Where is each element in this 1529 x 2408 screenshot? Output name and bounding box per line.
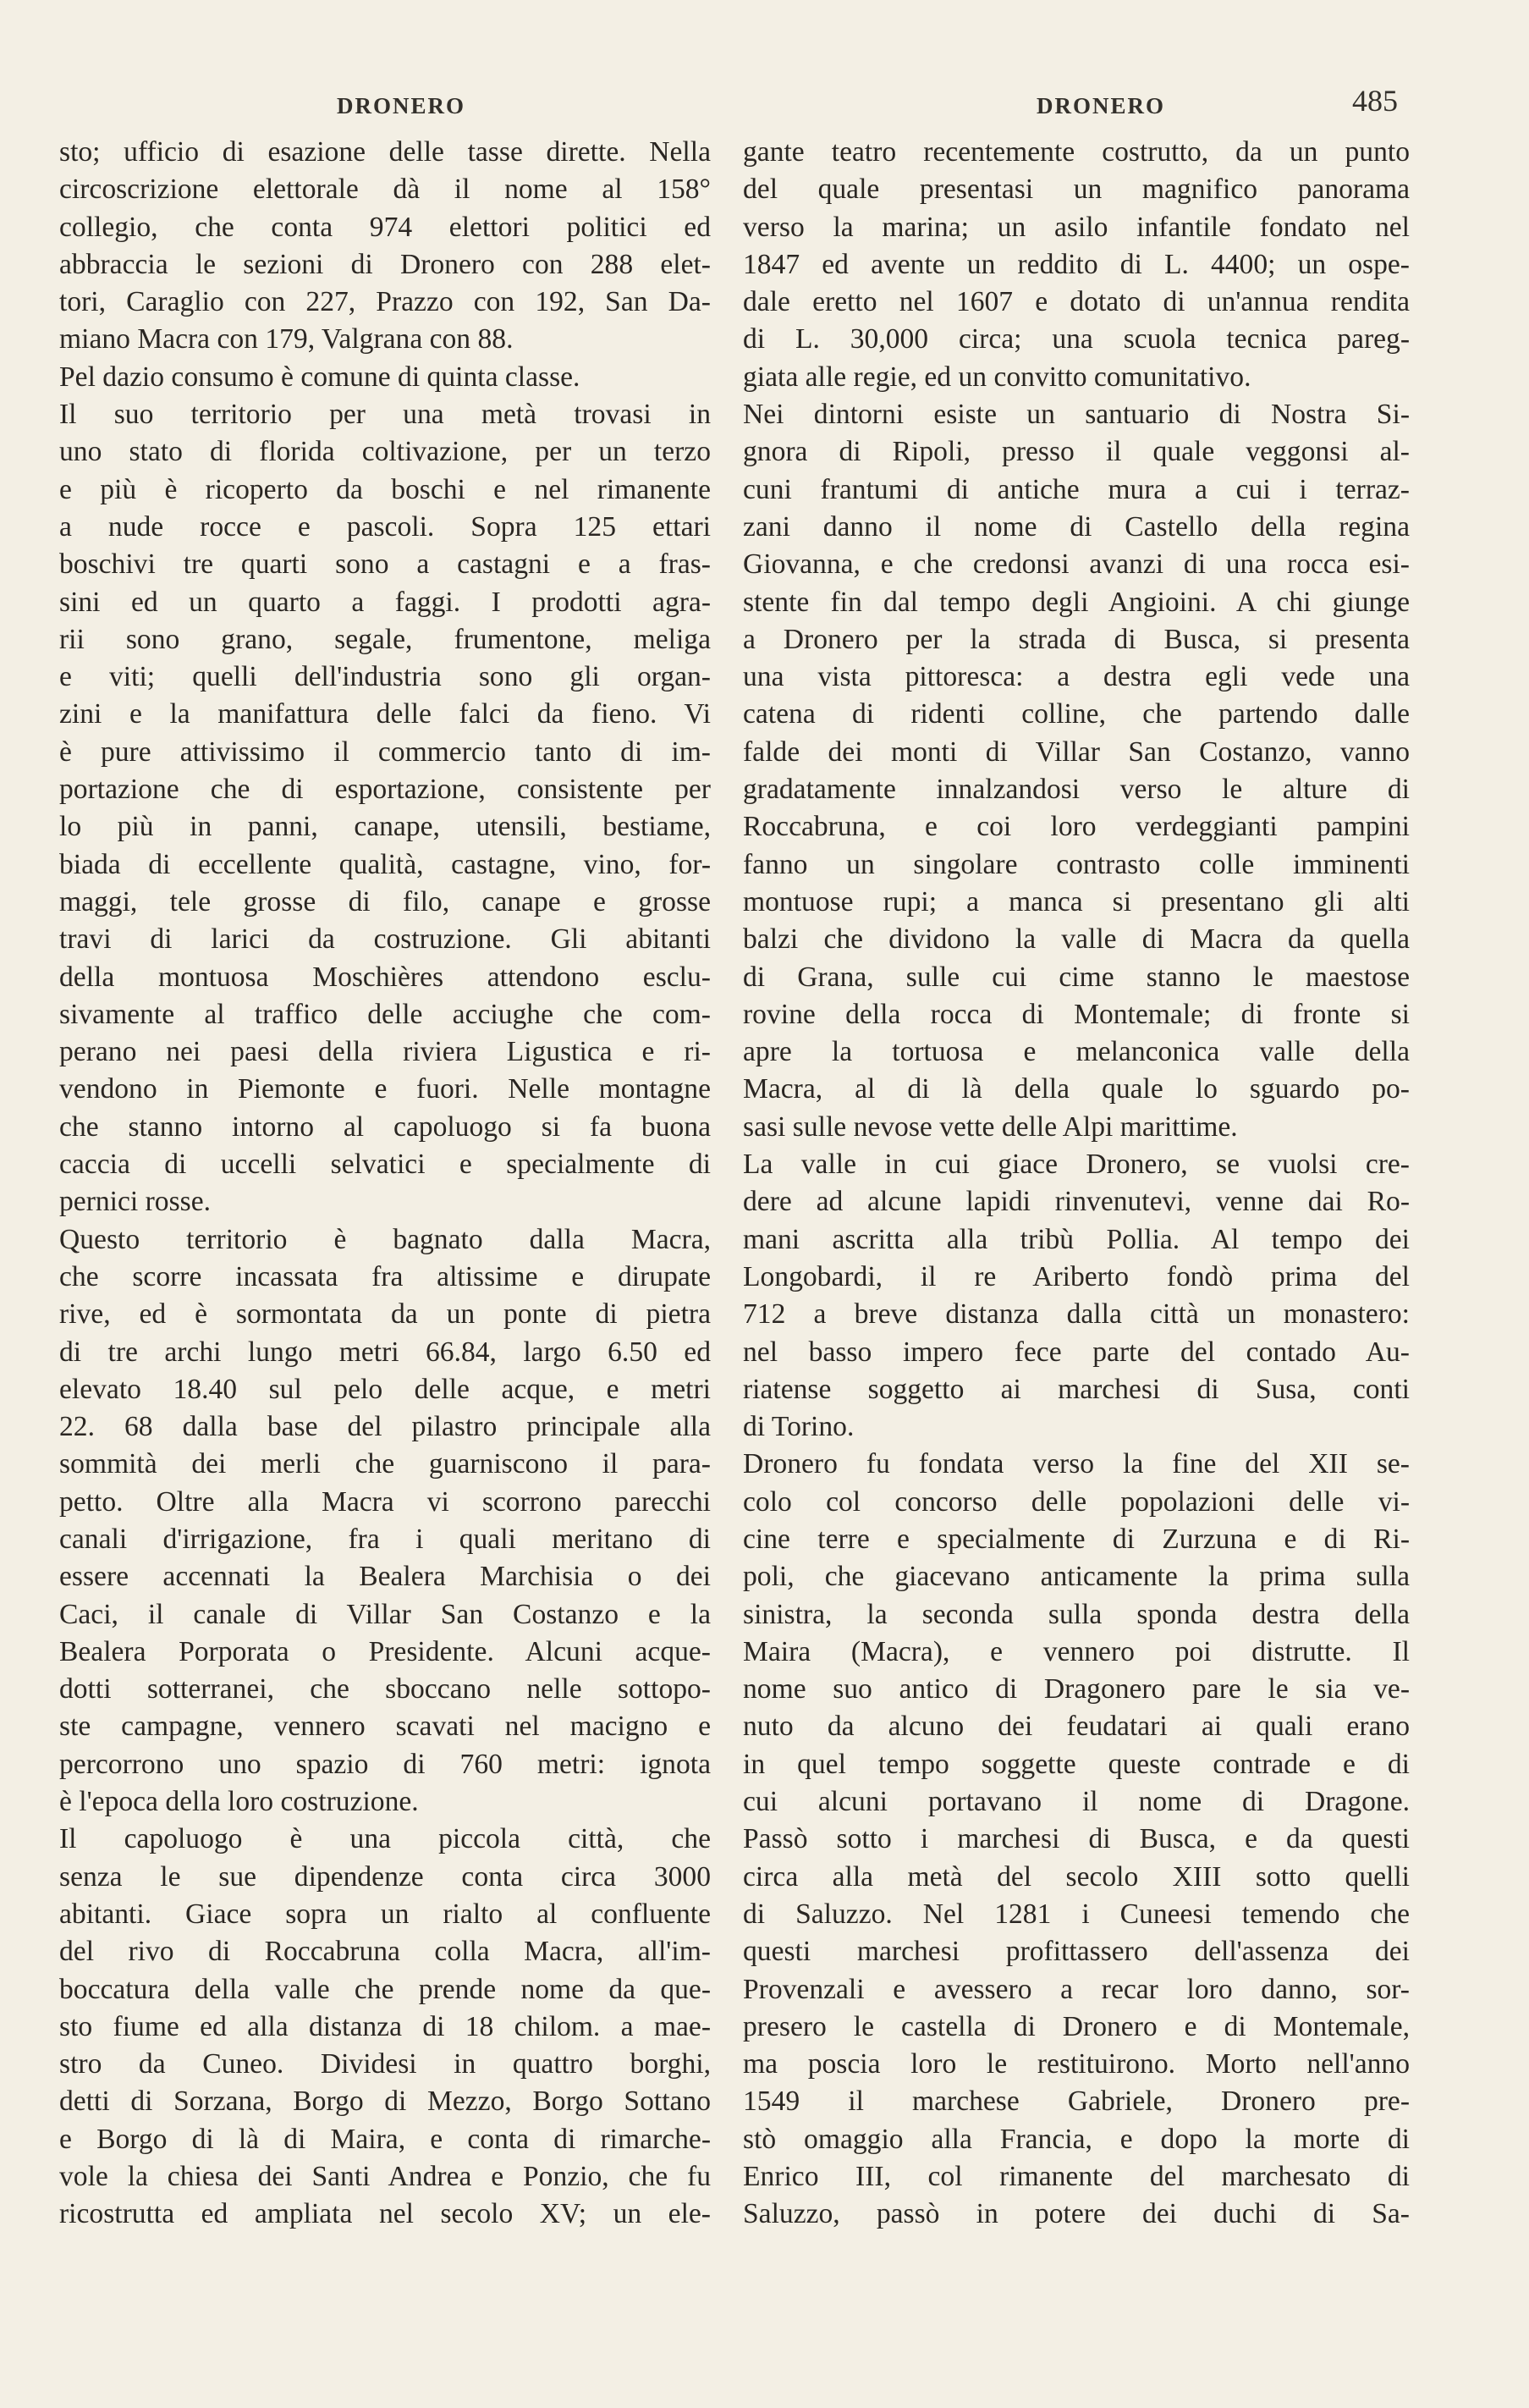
text-line: di Torino. (743, 1411, 855, 1443)
text-line: catena di ridenti colline, che partendo dalle (743, 698, 1410, 730)
text-line: 712 a breve distanza dalla città un monastero: (743, 1298, 1410, 1331)
text-line: detti di Sorzana, Borgo di Mezzo, Borgo Sottano (59, 2086, 711, 2118)
text-line: abitanti. Giace sopra un rialto al confluente (59, 1898, 711, 1930)
text-line: collegio, che conta 974 elettori politici ed (59, 211, 711, 243)
text-line: ste campagne, vennero scavati nel macigno e (59, 1711, 711, 1743)
text-line: circoscrizione elettorale dà il nome al 158° (59, 174, 711, 206)
text-line: sinistra, la seconda sulla sponda destra della (743, 1598, 1410, 1630)
text-line: pernici rosse. (59, 1186, 212, 1218)
text-line: poli, che giacevano anticamente la prima sulla (743, 1561, 1410, 1593)
text-line: colo col concorso delle popolazioni delle vi- (743, 1485, 1410, 1518)
text-line: petto. Oltre alla Macra vi scorrono parecchi (59, 1485, 711, 1518)
text-line: Maira (Macra), e vennero poi distrutte. Il (743, 1635, 1410, 1667)
text-line: nuto da alcuno dei feudatari ai quali erano (743, 1711, 1410, 1743)
text-line: nome suo antico di Dragonero pare le sia ve- (743, 1673, 1410, 1705)
text-line: Longobardi, il re Ariberto fondò prima del (743, 1260, 1410, 1292)
text-line: che stanno intorno al capoluogo si fa buona (59, 1110, 711, 1143)
text-line: rive, ed è sormontata da un ponte di pietra (59, 1298, 711, 1331)
text-line: a nude rocce e pascoli. Sopra 125 ettari (59, 510, 711, 543)
text-line: Nei dintorni esiste un santuario di Nostra Si- (743, 399, 1410, 431)
text-line: circa alla metà del secolo XIII sotto quelli (743, 1860, 1410, 1893)
text-line: apre la tortuosa e melanconica valle della (743, 1036, 1410, 1068)
running-head-left: DRONERO (337, 93, 466, 118)
text-line: Caci, il canale di Villar San Costanzo e la (59, 1598, 711, 1630)
text-line: stente fin dal tempo degli Angioini. A chi giunge (743, 586, 1410, 618)
column-divider (722, 135, 723, 2285)
text-line: questi marchesi profittassero dell'assenza dei (743, 1936, 1410, 1968)
text-line: che scorre incassata fra altissime e dirupate (59, 1260, 711, 1292)
text-line: 1847 ed avente un reddito di L. 4400; un ospe- (743, 248, 1410, 280)
text-line: fanno un singolare contrasto colle imminenti (743, 848, 1410, 880)
text-line: Dronero fu fondata verso la fine del XII se- (743, 1448, 1410, 1480)
text-line: Questo territorio è bagnato dalla Macra, (59, 1223, 711, 1255)
text-line: lo più in panni, canape, utensili, bestiame, (59, 811, 711, 843)
text-line: ma poscia loro le restituirono. Morto nell'anno (743, 2048, 1410, 2080)
text-line: Macra, al di là della quale lo sguardo po- (743, 1073, 1410, 1105)
text-line: sommità dei merli che guarniscono il para- (59, 1448, 711, 1480)
text-line: canali d'irrigazione, fra i quali meritano di (59, 1523, 711, 1555)
text-line: del quale presentasi un magnifico panorama (743, 174, 1410, 206)
text-line: gradatamente innalzandosi verso le alture di (743, 774, 1410, 806)
text-line: zani danno il nome di Castello della regina (743, 510, 1410, 543)
text-line: Il capoluogo è una piccola città, che (59, 1823, 711, 1855)
text-line: cuni frantumi di antiche mura a cui i terraz- (743, 473, 1410, 505)
text-line: perano nei paesi della riviera Ligustica e ri- (59, 1036, 711, 1068)
text-line: boschivi tre quarti sono a castagni e a fras- (59, 548, 711, 581)
text-line: cine terre e specialmente di Zurzuna e di Ri- (743, 1523, 1410, 1555)
text-line: di Saluzzo. Nel 1281 i Cuneesi temendo che (743, 1898, 1410, 1930)
text-line: Pel dazio consumo è comune di quinta classe. (59, 361, 580, 393)
text-line: giata alle regie, ed un convitto comunitativo. (743, 361, 1251, 393)
text-line: Provenzali e avessero a recar loro danno, sor- (743, 1973, 1410, 2005)
text-line: nel basso impero fece parte del contado Au- (743, 1336, 1410, 1368)
text-line: e più è ricoperto da boschi e nel rimanente (59, 473, 711, 505)
text-column-left (59, 134, 711, 2234)
text-line: Saluzzo, passò in potere dei duchi di Sa- (743, 2198, 1410, 2230)
text-line: Enrico III, col rimanente del marchesato di (743, 2161, 1410, 2193)
text-line: vendono in Piemonte e fuori. Nelle montagne (59, 1073, 711, 1105)
text-line: 22. 68 dalla base del pilastro principale alla (59, 1411, 711, 1443)
text-line: a Dronero per la strada di Busca, si presenta (743, 623, 1410, 655)
text-line: ricostrutta ed ampliata nel secolo XV; un ele- (59, 2198, 711, 2230)
text-line: cui alcuni portavano il nome di Dragone. (743, 1786, 1410, 1818)
text-line: Il suo territorio per una metà trovasi in (59, 399, 711, 431)
text-line: senza le sue dipendenze conta circa 3000 (59, 1860, 711, 1893)
text-line: falde dei monti di Villar San Costanzo, vanno (743, 736, 1410, 768)
text-line: gnora di Ripoli, presso il quale veggonsi al- (743, 436, 1410, 468)
text-line: elevato 18.40 sul pelo delle acque, e metri (59, 1373, 711, 1405)
text-line: caccia di uccelli selvatici e specialmente di (59, 1149, 711, 1181)
text-line: di Grana, sulle cui cime stanno le maestose (743, 961, 1410, 993)
text-line: zini e la manifattura delle falci da fieno. Vi (59, 698, 711, 730)
text-line: è l'epoca della loro costruzione. (59, 1786, 419, 1818)
text-line: vole la chiesa dei Santi Andrea e Ponzio, che fu (59, 2161, 711, 2193)
text-line: essere accennati la Bealera Marchisia o dei (59, 1561, 711, 1593)
text-line: del rivo di Roccabruna colla Macra, all'im- (59, 1936, 711, 1968)
text-line: travi di larici da costruzione. Gli abitanti (59, 923, 711, 956)
text-line: sto fiume ed alla distanza di 18 chilom. a mae- (59, 2010, 711, 2042)
text-line: 1549 il marchese Gabriele, Dronero pre- (743, 2086, 1410, 2118)
text-line: mani ascritta alla tribù Pollia. Al tempo dei (743, 1223, 1410, 1255)
text-line: verso la marina; un asilo infantile fondato nel (743, 211, 1410, 243)
text-line: boccatura della valle che prende nome da que- (59, 1973, 711, 2005)
text-line: è pure attivissimo il commercio tanto di im- (59, 736, 711, 768)
text-line: stro da Cuneo. Dividesi in quattro borghi, (59, 2048, 711, 2080)
text-line: di L. 30,000 circa; una scuola tecnica pareg- (743, 323, 1410, 355)
text-line: Roccabruna, e coi loro verdeggianti pampini (743, 811, 1410, 843)
text-line: gante teatro recentemente costrutto, da un punto (743, 136, 1410, 168)
text-line: portazione che di esportazione, consistente per (59, 774, 711, 806)
text-line: riatense soggetto ai marchesi di Susa, conti (743, 1373, 1410, 1405)
text-line: presero le castella di Dronero e di Montemale, (743, 2010, 1410, 2042)
text-line: e Borgo di là di Maira, e conta di rimarche- (59, 2123, 711, 2155)
text-line: percorrono uno spazio di 760 metri: ignota (59, 1748, 711, 1780)
text-line: sasi sulle nevose vette delle Alpi marittime. (743, 1110, 1238, 1143)
text-line: tori, Caraglio con 227, Prazzo con 192, San Da- (59, 286, 711, 318)
text-line: maggi, tele grosse di filo, canape e grosse (59, 885, 711, 917)
running-head-right: DRONERO (1037, 93, 1166, 118)
text-line: dere ad alcune lapidi rinvenutevi, venne dai Ro- (743, 1186, 1410, 1218)
text-line: Bealera Porporata o Presidente. Alcuni acque- (59, 1635, 711, 1667)
text-column-right (743, 134, 1410, 2234)
text-line: di tre archi lungo metri 66.84, largo 6.50 ed (59, 1336, 711, 1368)
text-line: sto; ufficio di esazione delle tasse dirette. Nella (59, 136, 711, 168)
text-line: stò omaggio alla Francia, e dopo la morte di (743, 2123, 1410, 2155)
text-line: rii sono grano, segale, frumentone, meliga (59, 623, 711, 655)
text-line: sivamente al traffico delle acciughe che com- (59, 998, 711, 1030)
text-line: Passò sotto i marchesi di Busca, e da questi (743, 1823, 1410, 1855)
text-line: balzi che dividono la valle di Macra da quella (743, 923, 1410, 956)
text-line: e viti; quelli dell'industria sono gli organ- (59, 661, 711, 693)
text-line: miano Macra con 179, Valgrana con 88. (59, 323, 514, 355)
text-line: dale eretto nel 1607 e dotato di un'annua rendita (743, 286, 1410, 318)
text-line: Giovanna, e che credonsi avanzi di una rocca esi- (743, 548, 1410, 581)
text-line: uno stato di florida coltivazione, per un terzo (59, 436, 711, 468)
text-line: dotti sotterranei, che sboccano nelle sottopo- (59, 1673, 711, 1705)
text-line: rovine della rocca di Montemale; di fronte si (743, 998, 1410, 1030)
text-line: in quel tempo soggette queste contrade e di (743, 1748, 1410, 1780)
page-number: 485 (1352, 84, 1398, 118)
text-line: montuose rupi; a manca si presentano gli alti (743, 885, 1410, 917)
text-line: abbraccia le sezioni di Dronero con 288 elet- (59, 248, 711, 280)
text-line: La valle in cui giace Dronero, se vuolsi cre- (743, 1149, 1410, 1181)
text-line: una vista pittoresca: a destra egli vede una (743, 661, 1410, 693)
text-line: biada di eccellente qualità, castagne, vino, for- (59, 848, 711, 880)
text-line: della montuosa Moschières attendono esclu- (59, 961, 711, 993)
text-line: sini ed un quarto a faggi. I prodotti agra- (59, 586, 711, 618)
